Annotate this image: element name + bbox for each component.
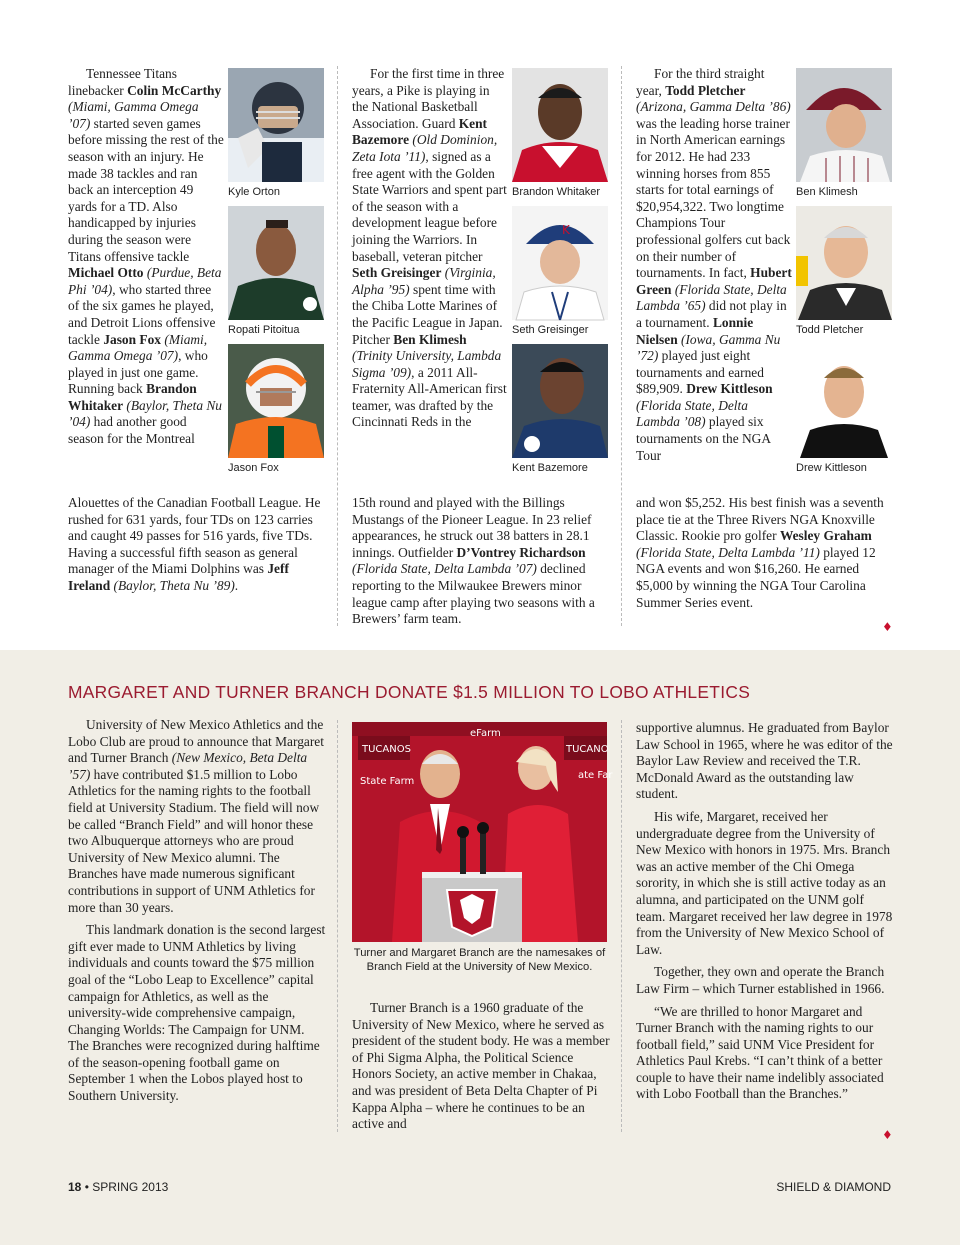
- photo-ben-klimesh: [796, 68, 892, 198]
- column-divider-4: [621, 720, 622, 1132]
- photo-kyle-orton: [228, 68, 324, 198]
- seth-greisinger-image: [512, 206, 608, 320]
- end-of-article-diamond-2: ♦: [882, 1128, 893, 1142]
- column-1-text: Tennessee Titans linebacker Colin McCarthy (Miami, Gamma Omega ’07) started seven games before missing the rest of the season with an injury. He made 38 tackles and ran back an interception 49 yards for a TD. Also handicapped by injuries during the season were Titans offensive tackle Michael Otto (Purdue, Beta Phi ’04), who started three of the six games he played, and Detroit Lions offensive tackle Jason Fox (Miami, Gamma Omega ’07), who played in just one game. Running back Brandon Whitaker (Baylor, Theta Nu ’04) had another good season for the Montreal: [68, 66, 224, 447]
- caption-kyle-orton: Kyle Orton: [228, 186, 280, 198]
- sponsor-text-3: ate Far: [578, 770, 613, 781]
- photo-brandon-whitaker: [512, 68, 608, 198]
- photo-ropati-pitoitua: [228, 206, 324, 336]
- caption-kent-bazemore: Kent Bazemore: [512, 462, 588, 474]
- caption-brandon-whitaker: Brandon Whitaker: [512, 186, 601, 198]
- sponsor-text-1: State Farm: [360, 776, 415, 787]
- footer-bullet: •: [84, 1180, 93, 1194]
- branch-couple-photo: [352, 722, 613, 942]
- brandon-whitaker-image: [512, 68, 608, 182]
- article-headline: MARGARET AND TURNER BRANCH DONATE $1.5 MILLION TO LOBO ATHLETICS: [68, 682, 751, 702]
- ben-klimesh-image: [796, 68, 892, 182]
- column-2-text-wide: 15th round and played with the Billings Mustangs of the Pioneer League. In 23 relief appearances, he struck out 38 batters in 28.1 innings. Outfielder D’Vontrey Richardson (Florida State, Delta Lambda ’07) declined reporting to the Milwaukee Brewers minor league camp after playing two seasons with a Brewers’ farm team.: [352, 495, 595, 627]
- issue-label: SPRING 2013: [92, 1180, 169, 1194]
- photo-kent-bazemore: [512, 344, 608, 474]
- sponsor-text-2: eFarm: [470, 728, 501, 739]
- photo-drew-kittleson: [796, 344, 892, 474]
- branch-article-column-3: supportive alumnus. He graduated from Baylor Law School in 1965, where he was editor of the Baylor Law Review and received the T.R. McDonald Award as the outstanding law student. His wife, Margaret, received her undergraduate degree from the University of New Mexico with honors in 1975. Mrs. Branch was an active member of the Chi Omega sorority, in which she is still active today as an alumna, and participated on the UNM golf team. Margaret received her law degree in 1978 from the University of New Mexico School of Law. Together, they own and operate the Branch Law Firm – which Turner established in 1966. “We are thrilled to honor Margaret and Turner Branch with the naming rights to our football field,” said UNM Vice President for Athletics Paul Krebs. “I can’t think of a better couple to have their name indelibly associated with Lobo Football than the Branches.”: [636, 720, 893, 1102]
- caption-ben-klimesh: Ben Klimesh: [796, 186, 858, 198]
- jason-fox-image: [228, 344, 324, 458]
- end-of-article-diamond-1: ♦: [882, 620, 893, 634]
- svg-text:K: K: [562, 223, 570, 237]
- caption-todd-pletcher: Todd Pletcher: [796, 324, 864, 336]
- photo-todd-pletcher: [796, 206, 892, 336]
- photo-jason-fox: [228, 344, 324, 474]
- kyle-orton-image: [228, 68, 324, 182]
- ropati-pitoitua-image: [228, 206, 324, 320]
- column-divider-2: [621, 66, 622, 626]
- column-2-text: For the first time in three years, a Pike is playing in the National Basketball Association. Guard Kent Bazemore (Old Dominion, Zeta Iota ’11), signed as a free agent with the Golden State Warriors and spent part of the season with a development league before joining the Warriors. In baseball, veteran pitcher Seth Greisinger (Virginia, Alpha ’95) spent time with the Chiba Lotte Marines of the Pacific League in Japan. Pitcher Ben Klimesh (Trinity University, Lambda Sigma ’09), a 2011 All-Fraternity All-American first teamer, was drafted by the Cincinnati Reds in the: [352, 66, 507, 430]
- magazine-name: SHIELD & DIAMOND: [776, 1180, 891, 1194]
- footer-left: [68, 1180, 168, 1194]
- column-3-text: For the third straight year, Todd Pletcher (Arizona, Gamma Delta ’86) was the leading horse trainer in North American earnings for 2012. He had 233 winning horses from 855 starts for total earnings of $20,954,322. Two longtime Champions Tour professional golfers cut back on their number of tournaments. In fact, Hubert Green (Florida State, Delta Lambda ’65) did not play in a tournament. Lonnie Nielsen (Iowa, Gamma Nu ’72) played just eight tournaments and earned $89,909. Drew Kittleson (Florida State, Delta Lambda ’08) played six tournaments on the NGA Tour: [636, 66, 792, 463]
- caption-drew-kittleson: Drew Kittleson: [796, 462, 867, 474]
- column-divider-1: [337, 66, 338, 626]
- banner-right-text: TUCANO: [566, 744, 609, 755]
- todd-pletcher-image: [796, 206, 892, 320]
- column-3-text-wide: and won $5,252. His best finish was a seventh place tie at the Three Rivers NGA Knoxville Classic. Rookie pro golfer Wesley Graham (Florida State, Delta Lambda ’11) played 12 NGA events and won $16,260. He earned $5,000 by winning the NGA Tour Carolina Summer Series event.: [636, 495, 884, 610]
- column-1-text-wide: Alouettes of the Canadian Football League. He rushed for 631 yards, four TDs on 123 carries and caught 49 passes for 516 yards, five TDs. Having a successful fifth season as general manager of the Miami Dolphins was Jeff Ireland (Baylor, Theta Nu ’89).: [68, 495, 321, 593]
- caption-ropati-pitoitua: Ropati Pitoitua: [228, 324, 300, 336]
- branch-article-column-2: Turner Branch is a 1960 graduate of the University of New Mexico, where he served as president of the student body. He was a member of Phi Sigma Alpha, the Political Science Honors Society, an active member in Chakaa, and was president of Beta Delta Chapter of Pi Kappa Alpha – where he continues to be an active and: [352, 1000, 610, 1132]
- drew-kittleson-image: [796, 344, 892, 458]
- photo-caption: Turner and Margaret Branch are the namesakes of Branch Field at the University of New Mexico.: [353, 947, 606, 973]
- kent-bazemore-image: [512, 344, 608, 458]
- caption-seth-greisinger: Seth Greisinger: [512, 324, 589, 336]
- column-divider-3: [337, 720, 338, 1132]
- branch-article-column-1: University of New Mexico Athletics and the Lobo Club are proud to announce that Margaret and Turner Branch (New Mexico, Beta Delta ’57) have contributed $1.5 million to Lobo Athletics for the naming rights to the football field at University Stadium. The field will now be called “Branch Field” and will honor these two Albuquerque attorneys who are proud University of New Mexico alumni. The Branches have made numerous significant contributions in support of UNM Athletics for more than 30 years. This landmark donation is the second largest gift ever made to UNM Athletics by living individuals and counts toward the $75 million goal of the “Lobo Leap to Excellence” capital campaign for Athletics, as well as the university-wide comprehensive campaign, Changing Worlds: The Campaign for UNM. The Branches were recognized during halftime of the season-opening football game on September 1 when the Lobos played host to Southern University.: [68, 717, 326, 1104]
- banner-left-text: TUCANOS: [362, 744, 411, 755]
- caption-jason-fox: Jason Fox: [228, 462, 279, 474]
- page-number: 18: [68, 1180, 82, 1194]
- photo-seth-greisinger: [512, 206, 608, 336]
